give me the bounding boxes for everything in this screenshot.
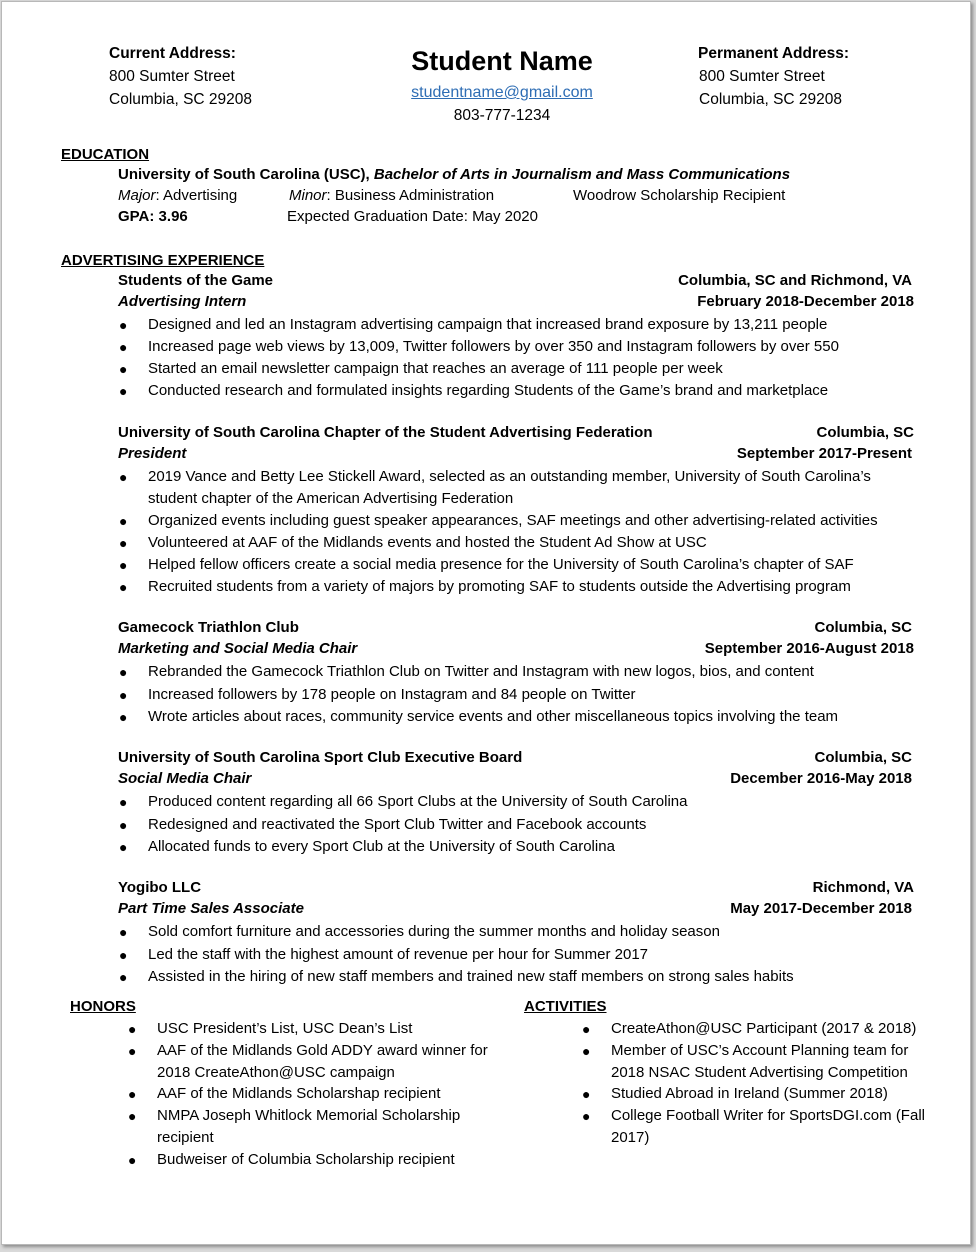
bullet-icon: ● <box>119 924 128 940</box>
education-scholarship: Woodrow Scholarship Recipient <box>573 187 786 204</box>
job-location: Columbia, SC and Richmond, VA <box>678 272 912 289</box>
job-dates: February 2018-December 2018 <box>697 293 914 310</box>
job-location: Columbia, SC <box>814 749 912 766</box>
major-label: Major <box>118 187 156 204</box>
permanent-address-street: 800 Sumter Street <box>699 68 825 85</box>
permanent-address-label: Permanent Address: <box>698 45 850 62</box>
education-heading: EDUCATION <box>61 146 150 163</box>
job-dates: December 2016-May 2018 <box>730 770 912 787</box>
permanent-address-city: Columbia, SC 29208 <box>699 91 843 108</box>
education-gpa: GPA: 3.96 <box>118 208 188 225</box>
job-role: Marketing and Social Media Chair <box>118 640 358 657</box>
minor-label: Minor <box>289 187 327 204</box>
bullet-icon: ● <box>582 1108 591 1124</box>
resume-page: Current Address: 800 Sumter Street Columbia, SC 29208 Student Name studentname@gmail.com 803-777-1234 Permanent Address: 800 Sumter Street Columbia, SC 29208 EDUCATION University of South Carolina (USC), Bachelor of Arts in Journalism and Mass Communications Major: Advertising Minor: Business Administration Woodrow Scholarship Recipient GPA: 3.96 Expected Graduation Date: May 2020 ADVERTISING EXPERIENCE Students of the Game Columbia, SC and Richmond, VA Advertising Intern February 2018-December 2018 ● Designed and led an Instagram advertising campaign that increased brand exposure by 13,211 people ● Increased page web views by 13,009, Twitter followers by over 350 and Instagram followers by over 550 ● Started an email newsletter campaign that reaches an average of 111 people per week ● Conducted research and formulated insights regarding Students of the Game’s brand and marketplace University of South Carolina Chapter of the Student Advertising Federation Columbia, SC President September 2017-Present ● 2019 Vance and Betty Lee Stickell Award, selected as an outstanding member, University of South Carolina’s student chapter of the American Advertising Federation ● Organized events including guest speaker appearances, SAF meetings and other advertising-related activities ● Volunteered at AAF of the Midlands events and hosted the Student Ad Show at USC ● Helped fellow officers create a social media presence for the University of South Carolina’s chapter of SAF ● Recruited students from a variety of majors by promoting SAF to students outside the Advertising program Gamecock Triathlon Club Columbia, SC Marketing and Social Media Chair September 2016-August 2018 ● Rebranded the Gamecock Triathlon Club on Twitter and Instagram with new logos, bios, and content ● Increased followers by 178 people on Instagram and 84 people on Twitter ● Wrote articles about races, community service events and other miscellaneous topics involving the team University of South Carolina Sport Club Executive Board Columbia, SC Social Media Chair December 2016-May 2018 ● Produced content regarding all 66 Sport Clubs at the University of South Carolina ● Redesigned and reactivated the Sport Club Twitter and Facebook accounts ● Allocated funds to every Sport Club at the University of South Carolina Yogibo LLC Richmond, VA Part Time Sales Associate May 2017-December 2018 ● Sold comfort furniture and accessories during the summer months and holiday season ● Led the staff with the highest amount of revenue per hour for Summer 2017 ● Assisted in the hiring of new staff members and trained new staff members on strong sales habits HONORS ● USC President’s List, USC Dean’s List ● AAF of the Midlands Gold ADDY award winner for 2018 CreateAthon@USC campaign ● AAF of the Midlands Scholarshap recipient ● NMPA Joseph Whitlock Memorial Scholarship recipient ● Budweiser of Columbia Scholarship recipient ACTIVITIES ● CreateAthon@USC Participant (2017 & 2018) ● Member of USC’s Account Planning team for 2018 NSAC Student Advertising Competition ● Studied Abroad in Ireland (Summer 2018) ● College Football Writer for SportsDGI.com (Fall 2017) <box>1 1 971 1245</box>
student-name: Student Name <box>411 46 593 76</box>
bullet-icon: ● <box>119 794 128 810</box>
email-link[interactable]: studentname@gmail.com <box>411 84 593 101</box>
job-location: Columbia, SC <box>816 424 914 441</box>
bullet-icon: ● <box>582 1043 591 1059</box>
job-location: Columbia, SC <box>814 619 912 636</box>
bullet-icon: ● <box>119 513 128 529</box>
phone-number: 803-777-1234 <box>453 107 551 124</box>
job-role: President <box>118 445 187 462</box>
bullet-icon: ● <box>128 1021 137 1037</box>
current-address-city: Columbia, SC 29208 <box>109 91 253 108</box>
activities-heading: ACTIVITIES <box>524 998 607 1015</box>
bullet-icon: ● <box>119 579 128 595</box>
bullet-icon: ● <box>582 1086 591 1102</box>
bullet-icon: ● <box>119 687 128 703</box>
job-org: University of South Carolina Sport Club Executive Board <box>118 749 523 766</box>
current-address-street: 800 Sumter Street <box>109 68 235 85</box>
job-role: Part Time Sales Associate <box>118 900 304 917</box>
job-dates: September 2016-August 2018 <box>704 640 914 657</box>
bullet-icon: ● <box>119 969 128 985</box>
education-major <box>118 187 237 204</box>
bullet-icon: ● <box>119 664 128 680</box>
major-value: : Advertising <box>155 187 238 204</box>
bullet-icon: ● <box>119 383 128 399</box>
bullet-icon: ● <box>128 1152 137 1168</box>
bullet-icon: ● <box>119 839 128 855</box>
education-graduation: Expected Graduation Date: May 2020 <box>287 208 538 225</box>
bullet-icon: ● <box>128 1086 137 1102</box>
job-role: Social Media Chair <box>118 770 252 787</box>
bullet-icon: ● <box>128 1108 137 1124</box>
bullet-icon: ● <box>119 339 128 355</box>
experience-heading: ADVERTISING EXPERIENCE <box>61 252 265 269</box>
bullet-icon: ● <box>119 469 128 485</box>
honors-heading: HONORS <box>70 998 136 1015</box>
bullet-icon: ● <box>119 557 128 573</box>
bullet-icon: ● <box>119 317 128 333</box>
job-org: University of South Carolina Chapter of the Student Advertising Federation <box>118 424 653 441</box>
job-location: Richmond, VA <box>812 879 914 896</box>
job-dates: May 2017-December 2018 <box>730 900 912 917</box>
bullet-icon: ● <box>128 1043 137 1059</box>
job-dates: September 2017-Present <box>736 445 912 462</box>
bullet-icon: ● <box>582 1021 591 1037</box>
bullet-icon: ● <box>119 817 128 833</box>
education-minor <box>289 187 494 204</box>
job-org: Yogibo LLC <box>118 879 202 896</box>
bullet-icon: ● <box>119 709 128 725</box>
job-org: Gamecock Triathlon Club <box>118 619 299 636</box>
job-role: Advertising Intern <box>118 293 247 310</box>
bullet-icon: ● <box>119 361 128 377</box>
job-org: Students of the Game <box>118 272 274 289</box>
minor-value: : Business Administration <box>326 187 495 204</box>
current-address-label: Current Address: <box>109 45 236 62</box>
bullet-icon: ● <box>119 947 128 963</box>
bullet-icon: ● <box>119 535 128 551</box>
education-degree-line <box>118 166 790 183</box>
education-degree: Bachelor of Arts in Journalism and Mass Communications <box>373 166 791 183</box>
education-school: University of South Carolina (USC), <box>118 166 370 183</box>
